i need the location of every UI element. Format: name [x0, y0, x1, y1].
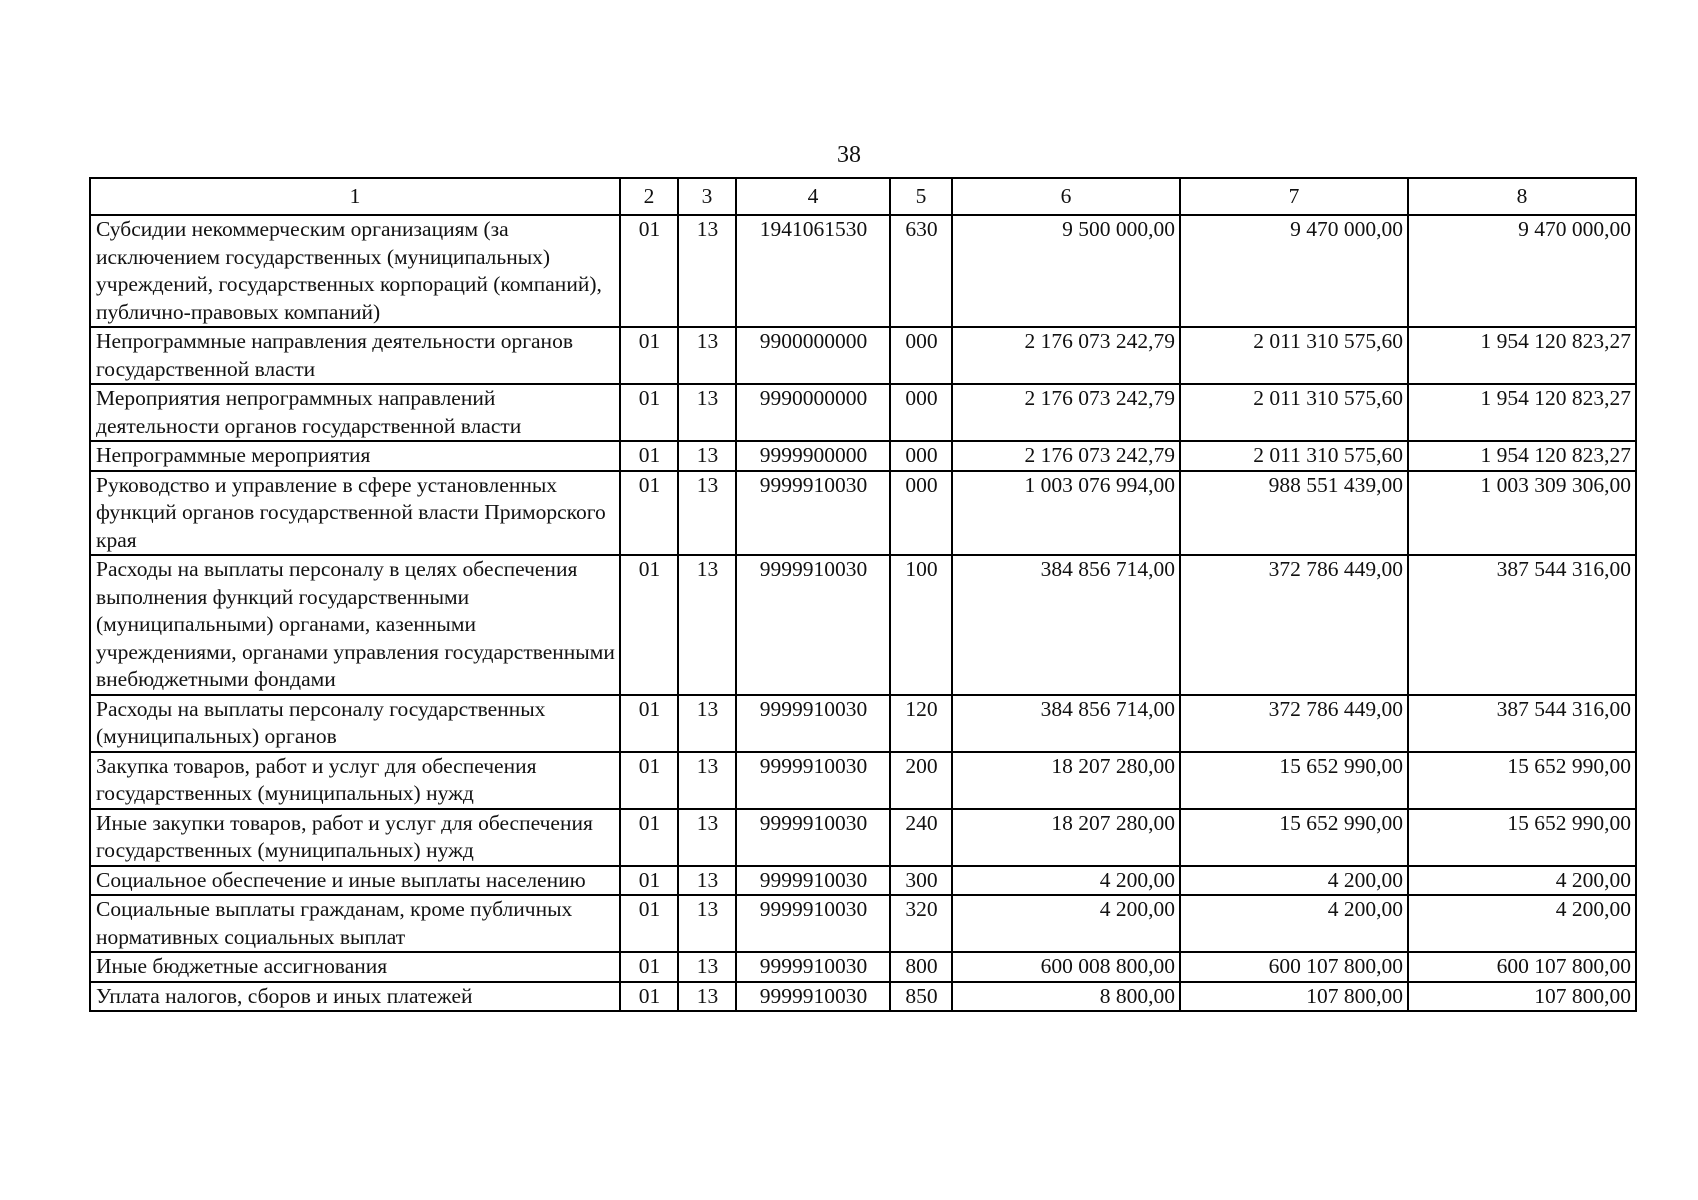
target-article-code: 1941061530 — [736, 215, 890, 327]
subsection-code: 13 — [678, 866, 736, 896]
target-article-code: 9999910030 — [736, 471, 890, 556]
amount-col6: 18 207 280,00 — [952, 809, 1180, 866]
column-header: 2 — [620, 178, 678, 215]
amount-col7: 372 786 449,00 — [1180, 555, 1408, 695]
expense-type-code: 200 — [890, 752, 952, 809]
expense-type-code: 000 — [890, 471, 952, 556]
expense-type-code: 100 — [890, 555, 952, 695]
table-row — [90, 695, 1636, 752]
subsection-code: 13 — [678, 952, 736, 982]
subsection-code: 13 — [678, 895, 736, 952]
table-row — [90, 441, 1636, 471]
amount-col6: 4 200,00 — [952, 895, 1180, 952]
subsection-code: 13 — [678, 384, 736, 441]
table-row — [90, 384, 1636, 441]
amount-col6: 18 207 280,00 — [952, 752, 1180, 809]
section-code: 01 — [620, 952, 678, 982]
page-number: 38 — [837, 142, 861, 168]
amount-col6: 4 200,00 — [952, 866, 1180, 896]
section-code: 01 — [620, 895, 678, 952]
amount-col6: 384 856 714,00 — [952, 555, 1180, 695]
target-article-code: 9999910030 — [736, 866, 890, 896]
amount-col7: 372 786 449,00 — [1180, 695, 1408, 752]
subsection-code: 13 — [678, 555, 736, 695]
amount-col8: 387 544 316,00 — [1408, 695, 1636, 752]
section-code: 01 — [620, 215, 678, 327]
amount-col8: 4 200,00 — [1408, 866, 1636, 896]
amount-col6: 600 008 800,00 — [952, 952, 1180, 982]
amount-col8: 15 652 990,00 — [1408, 809, 1636, 866]
amount-col7: 988 551 439,00 — [1180, 471, 1408, 556]
amount-col7: 15 652 990,00 — [1180, 752, 1408, 809]
expense-type-code: 000 — [890, 327, 952, 384]
target-article-code: 9990000000 — [736, 384, 890, 441]
target-article-code: 9999900000 — [736, 441, 890, 471]
expense-type-code: 630 — [890, 215, 952, 327]
column-header: 5 — [890, 178, 952, 215]
expense-name: Уплата налогов, сборов и иных платежей — [90, 982, 620, 1012]
target-article-code: 9999910030 — [736, 895, 890, 952]
amount-col6: 9 500 000,00 — [952, 215, 1180, 327]
amount-col8: 387 544 316,00 — [1408, 555, 1636, 695]
amount-col8: 1 954 120 823,27 — [1408, 441, 1636, 471]
expense-type-code: 800 — [890, 952, 952, 982]
expense-type-code: 240 — [890, 809, 952, 866]
amount-col7: 2 011 310 575,60 — [1180, 441, 1408, 471]
expense-type-code: 850 — [890, 982, 952, 1012]
amount-col6: 2 176 073 242,79 — [952, 384, 1180, 441]
expense-name: Мероприятия непрограммных направлений деятельности органов государственной власти — [90, 384, 620, 441]
target-article-code: 9999910030 — [736, 555, 890, 695]
amount-col8: 1 003 309 306,00 — [1408, 471, 1636, 556]
section-code: 01 — [620, 809, 678, 866]
column-header: 6 — [952, 178, 1180, 215]
amount-col8: 600 107 800,00 — [1408, 952, 1636, 982]
subsection-code: 13 — [678, 441, 736, 471]
expense-name: Непрограммные мероприятия — [90, 441, 620, 471]
column-number-row — [90, 178, 1636, 215]
column-header: 7 — [1180, 178, 1408, 215]
expense-name: Социальные выплаты гражданам, кроме публичных нормативных социальных выплат — [90, 895, 620, 952]
subsection-code: 13 — [678, 809, 736, 866]
amount-col7: 4 200,00 — [1180, 866, 1408, 896]
section-code: 01 — [620, 695, 678, 752]
table-row — [90, 555, 1636, 695]
amount-col6: 2 176 073 242,79 — [952, 441, 1180, 471]
table-row — [90, 327, 1636, 384]
column-header: 4 — [736, 178, 890, 215]
column-header: 8 — [1408, 178, 1636, 215]
expense-type-code: 300 — [890, 866, 952, 896]
amount-col8: 1 954 120 823,27 — [1408, 384, 1636, 441]
expense-type-code: 320 — [890, 895, 952, 952]
section-code: 01 — [620, 384, 678, 441]
expense-name: Социальное обеспечение и иные выплаты населению — [90, 866, 620, 896]
table-row — [90, 471, 1636, 556]
amount-col6: 2 176 073 242,79 — [952, 327, 1180, 384]
column-header: 1 — [90, 178, 620, 215]
expense-name: Расходы на выплаты персоналу государственных (муниципальных) органов — [90, 695, 620, 752]
amount-col7: 9 470 000,00 — [1180, 215, 1408, 327]
amount-col7: 4 200,00 — [1180, 895, 1408, 952]
amount-col7: 107 800,00 — [1180, 982, 1408, 1012]
section-code: 01 — [620, 752, 678, 809]
table-row — [90, 895, 1636, 952]
amount-col8: 4 200,00 — [1408, 895, 1636, 952]
table-row — [90, 215, 1636, 327]
amount-col7: 600 107 800,00 — [1180, 952, 1408, 982]
expense-name: Иные закупки товаров, работ и услуг для обеспечения государственных (муниципальных) нужд — [90, 809, 620, 866]
expense-name: Руководство и управление в сфере установленных функций органов государственной власти Приморского края — [90, 471, 620, 556]
section-code: 01 — [620, 555, 678, 695]
expense-name: Иные бюджетные ассигнования — [90, 952, 620, 982]
section-code: 01 — [620, 866, 678, 896]
expense-name: Закупка товаров, работ и услуг для обеспечения государственных (муниципальных) нужд — [90, 752, 620, 809]
amount-col8: 9 470 000,00 — [1408, 215, 1636, 327]
expense-type-code: 000 — [890, 384, 952, 441]
table-row — [90, 809, 1636, 866]
expense-name: Расходы на выплаты персоналу в целях обеспечения выполнения функций государственными (муниципальными) органами, казенными учреждениями, органами управления государственными внебюджетными фондами — [90, 555, 620, 695]
amount-col8: 1 954 120 823,27 — [1408, 327, 1636, 384]
subsection-code: 13 — [678, 982, 736, 1012]
column-header: 3 — [678, 178, 736, 215]
amount-col7: 15 652 990,00 — [1180, 809, 1408, 866]
section-code: 01 — [620, 982, 678, 1012]
table-row — [90, 982, 1636, 1012]
target-article-code: 9999910030 — [736, 982, 890, 1012]
target-article-code: 9999910030 — [736, 752, 890, 809]
table-row — [90, 866, 1636, 896]
amount-col7: 2 011 310 575,60 — [1180, 327, 1408, 384]
subsection-code: 13 — [678, 215, 736, 327]
target-article-code: 9999910030 — [736, 809, 890, 866]
target-article-code: 9900000000 — [736, 327, 890, 384]
subsection-code: 13 — [678, 471, 736, 556]
target-article-code: 9999910030 — [736, 952, 890, 982]
amount-col8: 15 652 990,00 — [1408, 752, 1636, 809]
amount-col8: 107 800,00 — [1408, 982, 1636, 1012]
section-code: 01 — [620, 471, 678, 556]
expense-type-code: 000 — [890, 441, 952, 471]
amount-col7: 2 011 310 575,60 — [1180, 384, 1408, 441]
expense-type-code: 120 — [890, 695, 952, 752]
section-code: 01 — [620, 327, 678, 384]
amount-col6: 8 800,00 — [952, 982, 1180, 1012]
table-row — [90, 952, 1636, 982]
expense-name: Непрограммные направления деятельности органов государственной власти — [90, 327, 620, 384]
subsection-code: 13 — [678, 752, 736, 809]
amount-col6: 384 856 714,00 — [952, 695, 1180, 752]
table-row — [90, 752, 1636, 809]
expense-name: Субсидии некоммерческим организациям (за исключением государственных (муниципальных) учреждений, государственных корпораций (компаний), публично-правовых компаний) — [90, 215, 620, 327]
subsection-code: 13 — [678, 327, 736, 384]
section-code: 01 — [620, 441, 678, 471]
budget-table — [89, 177, 1637, 1012]
subsection-code: 13 — [678, 695, 736, 752]
target-article-code: 9999910030 — [736, 695, 890, 752]
amount-col6: 1 003 076 994,00 — [952, 471, 1180, 556]
